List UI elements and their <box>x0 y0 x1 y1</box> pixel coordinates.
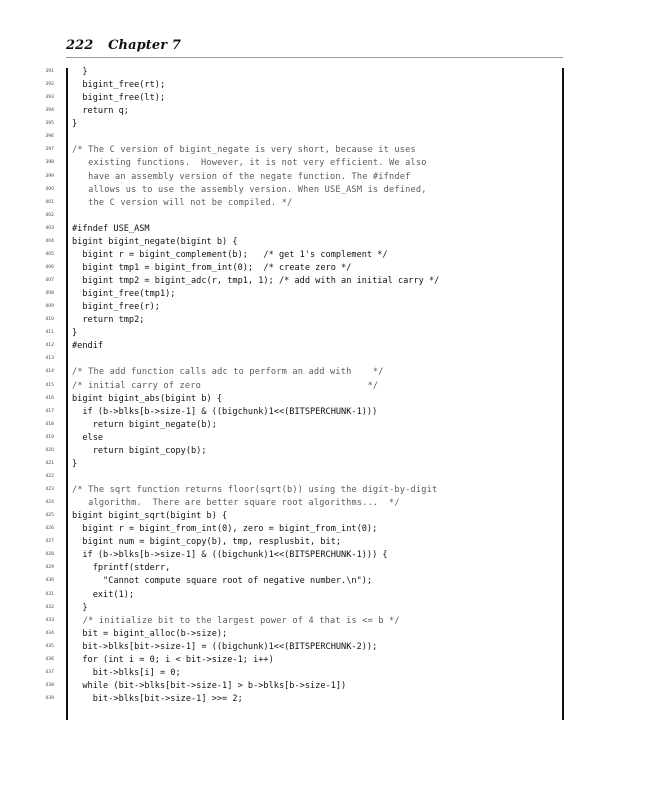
code-text: bigint tmp1 = bigint_from_int(0); /* create zero */ <box>72 262 352 273</box>
line-number: 437 <box>45 669 54 675</box>
code-line <box>0 654 649 667</box>
code-line <box>0 615 649 628</box>
line-number: 410 <box>45 317 54 323</box>
code-line <box>0 497 649 510</box>
line-number: 435 <box>45 643 54 649</box>
line-number: 415 <box>45 382 54 388</box>
line-number: 428 <box>45 552 54 558</box>
code-text: } <box>72 328 78 339</box>
code-line <box>0 380 649 393</box>
line-number: 433 <box>45 617 54 623</box>
code-line <box>0 288 649 301</box>
code-line <box>0 210 649 223</box>
code-text: bit->blks[i] = 0; <box>72 667 181 678</box>
code-line <box>0 79 649 92</box>
line-number: 427 <box>45 539 54 545</box>
code-line <box>0 406 649 419</box>
line-number: 414 <box>45 369 54 375</box>
code-comment-text: /* The C version of bigint_negate is very short, because it uses <box>72 145 416 156</box>
line-number: 407 <box>45 278 54 283</box>
code-text: else <box>72 432 104 443</box>
code-comment-text: /* The add function calls adc to perform an add with */ <box>72 367 384 378</box>
code-text: bit->blks[bit->size-1] = ((bigchunk)1<<(BITSPERCHUNK-2)); <box>72 641 378 652</box>
code-line <box>0 131 649 144</box>
code-comment-text: have an assembly version of the negate function. The #ifndef <box>72 171 411 182</box>
code-text: } <box>72 458 78 469</box>
code-text: bit = bigint_alloc(b->size); <box>72 628 228 639</box>
line-number: 405 <box>45 251 54 257</box>
code-line <box>0 432 649 445</box>
code-listing <box>0 66 649 706</box>
line-number: 402 <box>45 212 54 218</box>
line-number: 401 <box>45 199 54 205</box>
line-number: 422 <box>45 473 54 479</box>
code-text: bigint_free(r); <box>72 302 160 313</box>
line-number: 393 <box>45 95 54 101</box>
running-head <box>66 38 181 53</box>
code-text: bigint_free(tmp1); <box>72 289 176 300</box>
code-text: bigint_free(lt); <box>72 93 166 104</box>
code-line <box>0 628 649 641</box>
code-line <box>0 393 649 406</box>
code-text: bigint r = bigint_complement(b); /* get 1's complement */ <box>72 249 388 260</box>
code-line <box>0 66 649 79</box>
line-number: 431 <box>45 591 54 597</box>
code-text: bit->blks[bit->size-1] >>= 2; <box>72 694 243 704</box>
line-number: 400 <box>45 186 54 192</box>
chapter-title: Chapter 7 <box>108 38 181 53</box>
code-line <box>0 575 649 588</box>
line-number: 403 <box>45 225 54 231</box>
code-line <box>0 445 649 458</box>
code-line <box>0 340 649 353</box>
line-number: 408 <box>45 291 54 297</box>
code-text: bigint_free(rt); <box>72 80 166 91</box>
code-comment-text: the C version will not be compiled. */ <box>72 197 293 208</box>
line-number: 399 <box>45 173 54 179</box>
code-comment-text: /* The sqrt function returns floor(sqrt(b)) using the digit-by-digit <box>72 485 438 495</box>
line-number: 421 <box>45 460 54 466</box>
code-text: return tmp2; <box>72 315 145 326</box>
code-comment-text: existing functions. However, it is not very efficient. We also <box>72 158 427 169</box>
line-number: 430 <box>45 578 54 584</box>
code-line <box>0 589 649 602</box>
code-line <box>0 667 649 680</box>
code-text: return q; <box>72 106 129 117</box>
code-text: } <box>72 602 88 613</box>
code-line <box>0 458 649 471</box>
code-line <box>0 275 649 288</box>
line-number: 417 <box>45 408 54 414</box>
code-line <box>0 602 649 615</box>
line-number: 434 <box>45 630 54 636</box>
code-line <box>0 353 649 366</box>
line-number: 398 <box>45 160 54 166</box>
code-text: return bigint_copy(b); <box>72 445 207 456</box>
code-comment-text: allows us to use the assembly version. When USE_ASM is defined, <box>72 184 427 195</box>
code-text: bigint r = bigint_from_int(0), zero = bigint_from_int(0); <box>72 524 378 535</box>
code-line <box>0 249 649 262</box>
code-text: #endif <box>72 341 104 352</box>
line-number: 439 <box>45 696 54 701</box>
code-line <box>0 314 649 327</box>
code-line <box>0 549 649 562</box>
code-line <box>0 693 649 706</box>
code-text: "Cannot compute square root of negative number.\n"); <box>72 576 373 587</box>
code-text: fprintf(stderr, <box>72 563 171 574</box>
code-text: bigint tmp2 = bigint_adc(r, tmp1, 1); /* add with an initial carry */ <box>72 276 440 286</box>
line-number: 429 <box>45 565 54 571</box>
line-number: 397 <box>45 147 54 153</box>
code-line <box>0 236 649 249</box>
code-text: bigint bigint_negate(bigint b) { <box>72 236 238 247</box>
line-number: 395 <box>45 121 54 127</box>
code-line <box>0 184 649 197</box>
line-number: 413 <box>45 356 54 362</box>
code-text: } <box>72 67 88 77</box>
line-number: 436 <box>45 656 54 662</box>
code-line <box>0 118 649 131</box>
code-text: return bigint_negate(b); <box>72 419 217 430</box>
code-comment-text: /* initialize bit to the largest power of 4 that is <= b */ <box>72 615 400 626</box>
line-number: 438 <box>45 682 54 688</box>
line-number: 404 <box>45 238 54 244</box>
code-text: bigint bigint_sqrt(bigint b) { <box>72 511 228 522</box>
line-number: 424 <box>45 500 54 506</box>
code-text: if (b->blks[b->size-1] & ((bigchunk)1<<(BITSPERCHUNK-1))) { <box>72 550 388 561</box>
code-line <box>0 92 649 105</box>
code-line <box>0 171 649 184</box>
line-number: 409 <box>45 304 54 310</box>
line-number: 394 <box>45 108 54 114</box>
code-line <box>0 262 649 275</box>
code-line <box>0 471 649 484</box>
line-number: 423 <box>45 487 54 492</box>
line-number: 416 <box>45 395 54 401</box>
code-text: while (bit->blks[bit->size-1] > b->blks[b->size-1]) <box>72 680 347 691</box>
code-line <box>0 157 649 170</box>
code-comment-text: /* initial carry of zero */ <box>72 380 379 391</box>
code-line <box>0 680 649 693</box>
code-text: if (b->blks[b->size-1] & ((bigchunk)1<<(BITSPERCHUNK-1))) <box>72 406 378 417</box>
code-line <box>0 523 649 536</box>
code-line <box>0 301 649 314</box>
line-number: 391 <box>45 69 54 74</box>
code-line <box>0 197 649 210</box>
code-line <box>0 562 649 575</box>
code-line <box>0 419 649 432</box>
code-text: exit(1); <box>72 589 135 600</box>
code-text: bigint bigint_abs(bigint b) { <box>72 393 223 404</box>
code-text: } <box>72 119 78 130</box>
code-line <box>0 484 649 497</box>
line-number: 392 <box>45 82 54 88</box>
code-line <box>0 327 649 340</box>
code-line <box>0 536 649 549</box>
line-number: 411 <box>45 330 54 336</box>
code-line <box>0 223 649 236</box>
line-number: 426 <box>45 526 54 532</box>
code-text: for (int i = 0; i < bit->size-1; i++) <box>72 654 274 665</box>
code-text: bigint num = bigint_copy(b), tmp, resplusbit, bit; <box>72 537 342 548</box>
code-line <box>0 144 649 157</box>
code-line <box>0 366 649 379</box>
line-number: 412 <box>45 343 54 349</box>
line-number: 418 <box>45 421 54 427</box>
line-number: 420 <box>45 447 54 453</box>
line-number: 425 <box>45 513 54 519</box>
code-line <box>0 641 649 654</box>
code-comment-text: algorithm. There are better square root algorithms... */ <box>72 498 400 509</box>
line-number: 419 <box>45 434 54 440</box>
code-text: #ifndef USE_ASM <box>72 223 150 234</box>
line-number: 406 <box>45 264 54 270</box>
header-rule <box>66 57 563 58</box>
page-number: 222 <box>66 38 94 53</box>
line-number: 396 <box>45 134 54 140</box>
code-line <box>0 510 649 523</box>
code-line <box>0 105 649 118</box>
line-number: 432 <box>45 604 54 610</box>
